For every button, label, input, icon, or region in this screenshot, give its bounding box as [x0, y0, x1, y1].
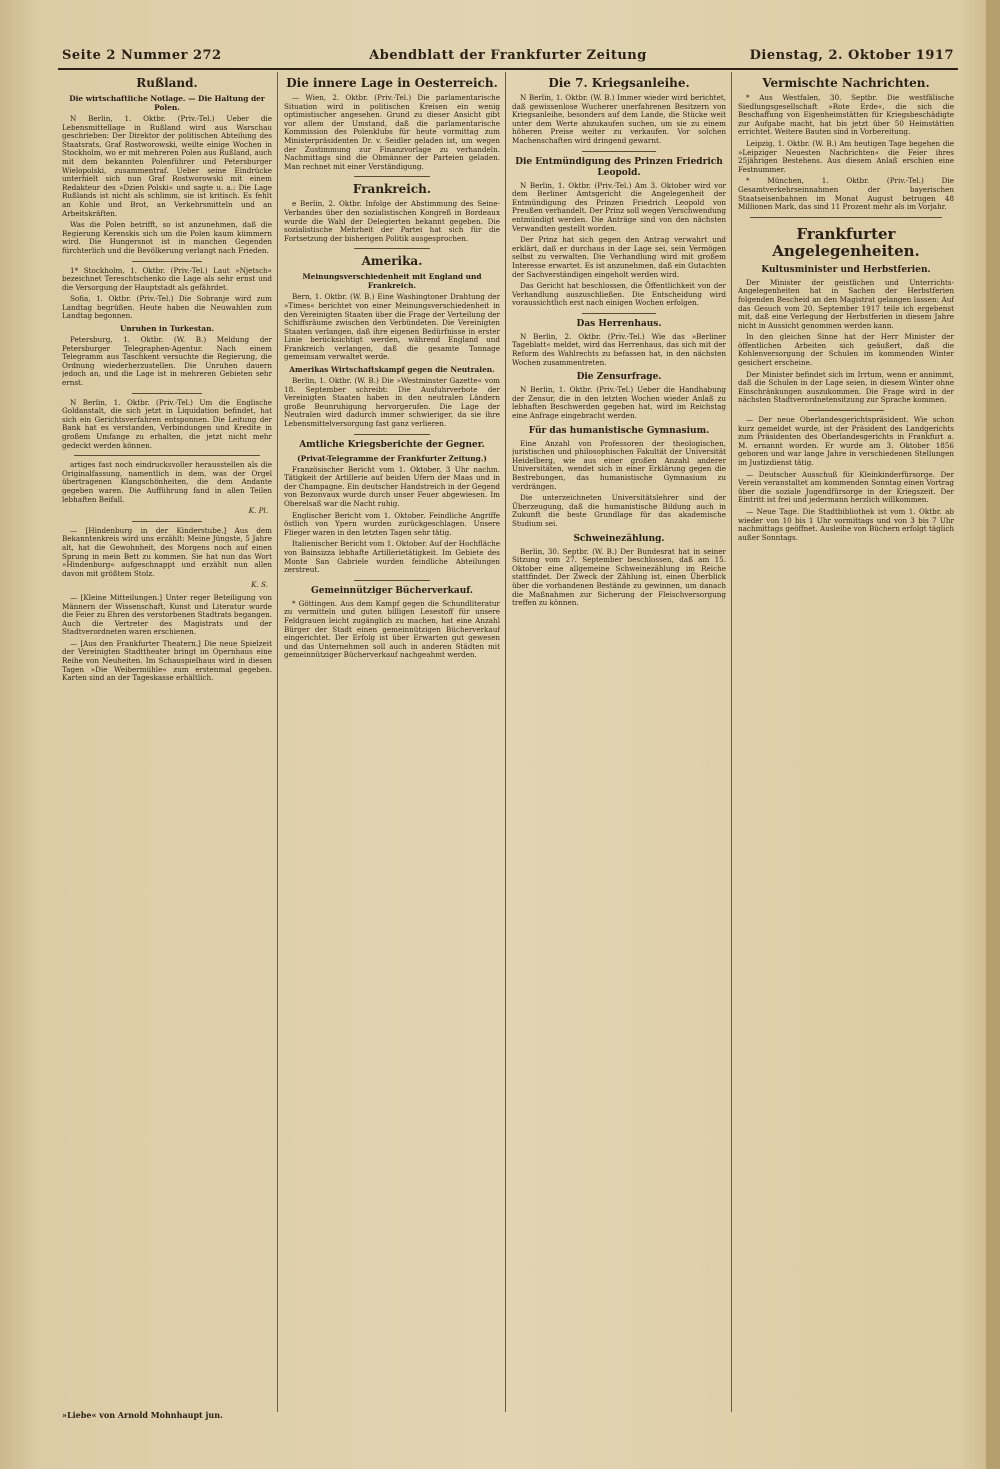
column-1: [62, 72, 272, 1412]
divider: [354, 248, 430, 249]
column-2: [284, 72, 500, 1412]
article-heading-zensurfrage: Die Zensurfrage.: [576, 372, 662, 383]
article-paragraph: 1* Stockholm, 1. Oktbr. (Priv.-Tel.) Laut »Njetsch« bezeichnet Tereschtschenko die Lage als sehr ernst und die Versorgung der Hauptstadt als gefährdet.: [62, 265, 272, 292]
article-heading-schweinezaehlung: Schweinezählung.: [573, 533, 665, 544]
masthead: [58, 44, 958, 70]
column-rule: [277, 72, 278, 1412]
article-paragraph: * Göttingen. Aus dem Kampf gegen die Schundliteratur zu vermitteln und guten billigen Lesestoff für unsere Feldgrauen leicht zugänglich zu machen, hat eine Anzahl Bürger der Stadt einen gemeinnützigen Bücherverkauf eingerichtet. Der Erfolg ist über Erwarten gut gewesen und das Unternehmen soll auch in anderen Städten mit gemeinnütziger Bücherverkauf nachgeahmt werden.: [284, 598, 500, 660]
divider: [354, 434, 430, 435]
issue-date: Dienstag, 2. Oktober 1917: [749, 48, 954, 63]
article-paragraph: — Wien, 2. Oktbr. (Priv.-Tel.) Die parlamentarische Situation wird in politischen Kreisen ein wenig optimistischer angesehen. Grund zu dieser Ansicht gibt vor allem der Umstand, daß die parlamentarische Kommission des Polenklubs für heute vormittag zum Ministerpräsidenten Dr. v. Seidler geladen ist, um wegen der Zustimmung zur Finanzvorlage zu verhandeln. Nachmittags sind die Obmänner der Parteien geladen. Man rechnet mit einer Verständigung.: [284, 93, 500, 171]
article-paragraph: In den gleichen Sinne hat der Herr Minister der öffentlichen Arbeiten sich geäußert, daß die Kohlenversorgung der Schulen im kommenden Winter gesichert erscheine.: [738, 332, 954, 368]
article-paragraph: Der Minister der geistlichen und Unterrichts-Angelegenheiten hat in Sachen der Herbstferien folgenden Bescheid an den Magistrat gelangen lassen: Auf das Gesuch vom 20. September 1917 teile ich ergebenst mit, daß eine Verlegung der Herbstferien in diesem Jahre nicht in Aussicht genommen werden kann.: [738, 277, 954, 330]
divider: [132, 261, 202, 262]
divider: [750, 217, 942, 218]
article-paragraph: Der Prinz hat sich gegen den Antrag verwahrt und erklärt, daß er durchaus in der Lage sei, sein Vermögen selbst zu verwalten. Die Verhandlung wird mit großem Interesse erwartet. Es ist anzunehmen, daß ein Gutachten der Sachverständigen eingeholt werden wird.: [512, 235, 726, 279]
article-subheading: Die wirtschaftliche Notlage. — Die Haltung der Polen.: [69, 94, 265, 112]
article-subheading: (Privat-Telegramme der Frankfurter Zeitung.): [297, 453, 487, 463]
article-paragraph: Die unterzeichneten Universitätslehrer sind der Überzeugung, daß die humanistische Bildung auch in Zukunft die beste Grundlage für das akademische Studium sei.: [512, 493, 726, 528]
divider: [582, 151, 656, 152]
article-heading-oesterreich: Die innere Lage in Oesterreich.: [286, 76, 498, 90]
article-subheading: Unruhen in Turkestan.: [119, 324, 215, 334]
article-paragraph: Französischer Bericht vom 1. Oktober, 3 Uhr nachm. Tätigkeit der Artillerie auf beiden Ufern der Maas und in der Champagne. Ein deutscher Handstreich in der Gegend von Bezonvaux wurde durch unser Feuer abgewiesen. Im Oberelsaß war die Nacht ruhig.: [284, 464, 500, 508]
divider: [132, 521, 202, 522]
article-paragraph: * München, 1. Oktbr. (Priv.-Tel.) Die Gesamtverkehrseinnahmen der bayerischen Staatseisenbahnen im Monat August betrugen 48 Millionen Mark, das sind 11 Prozent mehr als im Vorjahr.: [738, 176, 954, 212]
divider: [582, 313, 656, 314]
article-paragraph: Eine Anzahl von Professoren der theologischen, juristischen und philosophischen Fakultät der Universität Heidelberg, wie aus einer großen Anzahl anderer Universitäten, wendet sich in einer Erklärung gegen die Bestrebungen, das humanistische Gymnasium zu verdrängen.: [512, 438, 726, 491]
divider: [132, 393, 202, 394]
article-paragraph: Englischer Bericht vom 1. Oktober. Feindliche Angriffe östlich von Ypern wurden zurückgeschlagen. Unsere Flieger waren in den letzten Tagen sehr tätig.: [284, 510, 500, 537]
article-paragraph: Was die Polen betrifft, so ist anzunehmen, daß die Regierung Kerenskis sich um die Polen kaum kümmern wird. Die Hungersnot ist in manchen Gegenden fürchterlich und die Bevölkerung verlangt nach Frieden.: [62, 220, 272, 255]
feuilleton-paragraph: — [Hindenburg in der Kinderstube.] Aus dem Bekanntenkreis wird uns erzählt: Meine Jüngste, 5 Jahre alt, hat die Gewohnheit, des Morgens noch auf einen Sprung in mein Bett zu kommen. Sie hat nun das Wort »Hindenburg« aufgeschnappt und erzählt nun allen davon mit größtem Stolz.: [62, 525, 272, 578]
page-spine: [986, 0, 1000, 1469]
feuilleton-paragraph: — [Aus den Frankfurter Theatern.] Die neue Spielzeit der Vereinigten Stadttheater bringt im Opernhaus eine Reihe von Neuheiten. Im Schauspielhaus wird in diesen Tagen »Die Weibermühle« zum erstenmal gegeben. Karten sind an der Tageskasse erhältlich.: [62, 638, 272, 683]
article-paragraph: * Aus Westfalen, 30. Septbr. Die westfälische Siedlungsgesellschaft »Rote Erde«, die sich die Beschaffung von Eigenheimstätten für Kriegsbeschädigte zur Aufgabe macht, hat bis jetzt über 50 Heimstätten errichtet. Weitere Bauten sind in Vorbereitung.: [738, 93, 954, 137]
article-heading-russland: Rußland.: [136, 76, 198, 90]
article-paragraph: N Berlin, 1. Oktbr. (Priv.-Tel.) Ueber die Lebensmittellage in Rußland wird aus Warschau geschrieben: Der Direktor der politischen Abteilung des Staatsrats, Graf Rostworowski, weilte einige Wochen in Stockholm, wo er mit mehreren Polen aus Rußland, auch mit dem bekannten Polenführer und Petersburger Wielopolski, zusammentraf. Ueber seine Eindrücke unterhielt sich nun Graf Rostworowski mit einem Redakteur des »Dzien Polski« und sagte u. a.: Die Lage Rußlands ist nicht als schlimm, sie ist kritisch. Es fehlt an Kohle und Brot, an Verkehrsmitteln und an Arbeitskräften.: [62, 114, 272, 218]
article-paragraph: N Berlin, 1. Oktbr. (Priv.-Tel.) Am 3. Oktober wird vor dem Berliner Amtsgericht die Angelegenheit der Entmündigung des Prinzen Friedrich Leopold von Preußen verhandelt. Der Prinz soll wegen Verschwendung entmündigt werden. Die Anträge sind von den nächsten Verwandten gestellt worden.: [512, 180, 726, 233]
article-heading-frankreich: Frankreich.: [352, 182, 432, 197]
article-paragraph: e Berlin, 2. Oktbr. Infolge der Abstimmung des Seine-Verbandes über den sozialistischen Kongreß in Bordeaux wurde die Wahl der Delegierten bekannt gegeben. Die sozialistische Mehrheit der Partei hat sich für die Fortsetzung der bisherigen Politik ausgesprochen.: [284, 199, 500, 243]
column-3: [512, 72, 726, 1412]
feuilleton-paragraph: artiges fast noch eindrucksvoller herausstellen als die Originalfassung, namentlich in dem, was der Orgel übertragenen Klangschönheiten, die dem Andante gegeben waren. Die Aufführung fand in allen Teilen lebhaften Beifall.: [62, 460, 272, 504]
article-subheading: Kultusminister und Herbstferien.: [761, 264, 931, 275]
divider: [354, 580, 430, 581]
article-heading-kriegsanleihe: Die 7. Kriegsanleihe.: [548, 76, 690, 90]
article-paragraph: — Deutscher Ausschuß für Kleinkinderfürsorge. Der Verein veranstaltet am kommenden Sonntag einen Vortrag über die soziale Jugendfürsorge in der Kriegszeit. Der Eintritt ist frei und jedermann herzlich willkommen.: [738, 469, 954, 505]
article-paragraph: Leipzig, 1. Oktbr. (W. B.) Am heutigen Tage begehen die »Leipziger Neuesten Nachrichten« die Feier ihres 25jährigen Bestehens. Aus diesem Anlaß erschien eine Festnummer.: [738, 138, 954, 174]
article-paragraph: Sofia, 1. Oktbr. (Priv.-Tel.) Die Sobranje wird zum Landtag begrüßen. Heute haben die Neuwahlen zum Landtag begonnen.: [62, 294, 272, 321]
article-paragraph: N Berlin, 1. Oktbr. (W. B.) Immer wieder wird berichtet, daß gewissenlose Wucherer unerfahrenen Besitzern von Kriegsanleihe, besonders auf dem Lande, die Stücke weit unter dem Werte abzukaufen suchen, um sie zu einem höheren Preise weiter zu verkaufen. Vor solchen Machenschaften wird dringend gewarnt.: [512, 93, 726, 145]
article-paragraph: Das Gericht hat beschlossen, die Öffentlichkeit von der Verhandlung auszuschließen. Die Entscheidung wird voraussichtlich erst nach einigen Wochen erfolgen.: [512, 281, 726, 308]
newspaper-title: Abendblatt der Frankfurter Zeitung: [369, 48, 647, 63]
article-subheading: Meinungsverschiedenheit mit England und Frankreich.: [302, 272, 482, 291]
author-initials: K. S.: [251, 580, 268, 590]
column-rule: [505, 72, 506, 1412]
footer-line: »Liebe« von Arnold Mohnhaupt jun.: [62, 1410, 223, 1420]
article-paragraph: Berlin, 30. Septbr. (W. B.) Der Bundesrat hat in seiner Sitzung vom 27. September beschlossen, daß am 15. Oktober eine allgemeine Schweinezählung im Reiche stattfindet. Der Zweck der Zählung ist, einen Überblick über die vorhandenen Bestände zu gewinnen, um danach die Maßnahmen zur Sicherung der Fleischversorgung treffen zu können.: [512, 546, 726, 608]
article-heading-gymnasium: Für das humanistische Gymnasium.: [528, 425, 710, 436]
article-subheading: Amerikas Wirtschaftskampf gegen die Neutralen.: [289, 365, 495, 375]
article-heading-vermischtes: Vermischte Nachrichten.: [762, 76, 930, 90]
article-paragraph: — Neue Tage. Die Stadtbibliothek ist vom 1. Oktbr. ab wieder von 10 bis 1 Uhr vormittags und von 3 bis 7 Uhr nachmittags geöffnet. Ausleihe von Büchern erfolgt täglich außer Sonntags.: [738, 506, 954, 542]
feuilleton-paragraph: — [Kleine Mitteilungen.] Unter reger Beteiligung von Männern der Wissenschaft, Kunst und Literatur wurde die Feier zu Ehren des verstorbenen Stadtrats begangen. Auch die Vertreter des Magistrats und der Stadtverordneten waren erschienen.: [62, 592, 272, 637]
article-heading-entmuendigung: Die Entmündigung des Prinzen Friedrich Leopold.: [515, 156, 723, 178]
article-paragraph: Der Minister befindet sich im Irrtum, wenn er annimmt, daß die Schulen in der Lage seien, in diesem Winter ohne Einschränkungen auszukommen. Die Frage wird in der nächsten Stadtverordnetensitzung zur Sprache kommen.: [738, 369, 954, 405]
page-number: Seite 2 Nummer 272: [62, 48, 222, 63]
article-heading-buecherverkauf: Gemeinnütziger Bücherverkauf.: [311, 585, 473, 596]
article-paragraph: Italienischer Bericht vom 1. Oktober. Auf der Hochfläche von Bainsizza lebhafte Artillerietätigkeit. Im Gebiete des Monte San Gabriele wurden feindliche Abteilungen zerstreut.: [284, 539, 500, 575]
article-heading-amerika: Amerika.: [361, 254, 423, 269]
article-paragraph: Berlin, 1. Oktbr. (W. B.) Die »Westminster Gazette« vom 18. September schreibt: Die Ausfuhrverbote der Vereinigten Staaten haben in den neutralen Ländern große Beunruhigung hervorgerufen. Die Lage der Neutralen wird dadurch immer schwieriger, da sie ihre Lebensmittelversorgung fast ganz verlieren.: [284, 376, 500, 429]
column-rule: [731, 72, 732, 1412]
article-paragraph: — Der neue Oberlandesgerichtspräsident. Wie schon kurz gemeldet wurde, ist der Präsident des Landgerichts zum Präsidenten des Oberlandesgerichts in Frankfurt a. M. ernannt worden. Er wurde am 3. Oktober 1856 geboren und war lange Jahre in verschiedenen Stellungen im Justizdienst tätig.: [738, 415, 954, 467]
author-initials: K. Pl.: [248, 506, 268, 516]
article-paragraph: Bern, 1. Oktbr. (W. B.) Eine Washingtoner Drahtung der »Times« berichtet von einer Meinungsverschiedenheit in den Vereinigten Staaten über die Frage der Verteilung der Schiffsräume zwischen den Verbündeten. Die Vereinigten Staaten verlangen, daß ihre eigenen Bedürfnisse in erster Linie berücksichtigt werden, während England und Frankreich verlangen, daß die gesamte Tonnage gemeinsam verwaltet werde.: [284, 292, 500, 362]
divider: [808, 410, 884, 411]
divider: [74, 455, 260, 456]
divider: [354, 176, 430, 177]
article-paragraph: N Berlin, 1. Oktbr. (Priv.-Tel.) Um die Englische Goldanstalt, die sich jetzt in Liquidation befindet, hat sich ein Gerichtsverfahren entsponnen. Die Leitung der Bank hat es verstanden, Verbindungen und Kredite in großem Umfange zu erhalten, die jetzt nicht mehr gedeckt werden können.: [62, 397, 272, 450]
article-heading-frankfurt: Frankfurter Angelegenheiten.: [772, 224, 920, 260]
article-heading-herrenhaus: Das Herrenhaus.: [576, 318, 662, 329]
article-paragraph: N Berlin, 2. Oktbr. (Priv.-Tel.) Wie das »Berliner Tageblatt« meldet, wird das Herrenhaus, das sich mit der Reform des Wahlrechts zu befassen hat, in den nächsten Wochen zusammentreten.: [512, 331, 726, 367]
column-4: [738, 72, 954, 1412]
article-heading-kriegsberichte: Amtliche Kriegsberichte der Gegner.: [299, 439, 485, 450]
article-paragraph: N Berlin, 1. Oktbr. (Priv.-Tel.) Ueber die Handhabung der Zensur, die in den letzten Wochen wieder Anlaß zu lebhaften Beschwerden gegeben hat, wird im Reichstag eine Anfrage eingebracht werden.: [512, 385, 726, 421]
article-paragraph: Petersburg, 1. Oktbr. (W. B.) Meldung der Petersburger Telegraphen-Agentur. Nach einem Telegramm aus Taschkent versuchte die Regierung, die Ordnung wiederherzustellen. Die Unruhen dauern jedoch an, und die Lage ist in mehreren Gebieten sehr ernst.: [62, 335, 272, 388]
